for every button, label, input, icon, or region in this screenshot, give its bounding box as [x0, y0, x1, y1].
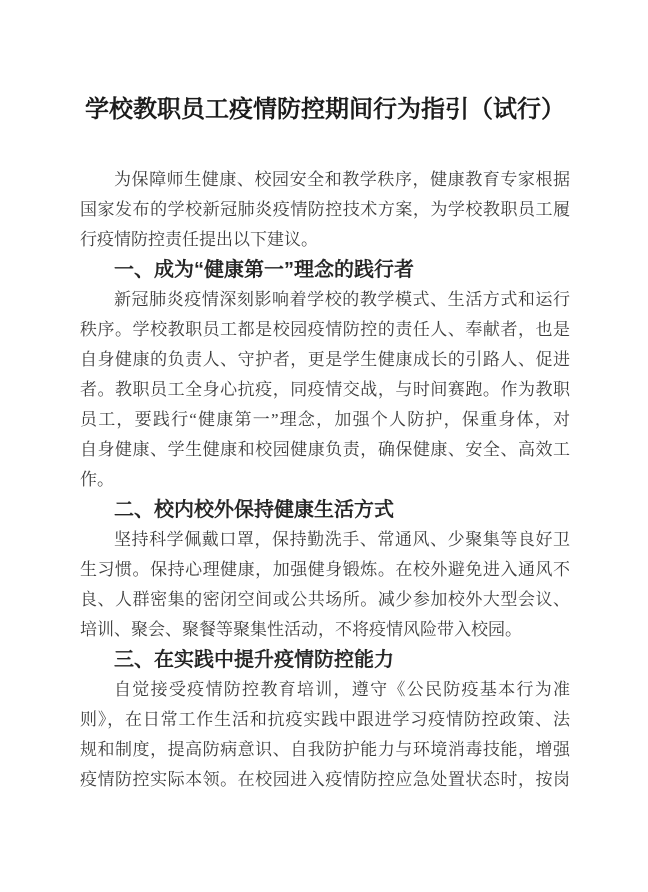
section-2-heading: 二、校内校外保持健康生活方式 — [114, 499, 394, 521]
section-3-heading: 三、在实践中提升疫情防控能力 — [114, 649, 394, 671]
text-line: 者。教职员工全身心抗疫，同疫情交战，与时间赛跑。作为教职 — [80, 380, 570, 399]
text-line: 员工，要践行“健康第一”理念，加强个人防护，保重身体，对 — [80, 410, 570, 429]
text-line: 则》，在日常工作生活和抗疫实践中跟进学习疫情防控政策、法 — [80, 710, 570, 729]
text-line: 自觉接受疫情防控教育培训，遵守《公民防疫基本行为准 — [114, 680, 570, 699]
text-line: 作。 — [80, 470, 114, 489]
text-line: 为保障师生健康、校园安全和教学秩序，健康教育专家根据 — [114, 170, 570, 189]
text-line: 新冠肺炎疫情深刻影响着学校的教学模式、生活方式和运行 — [114, 290, 570, 309]
text-line: 国家发布的学校新冠肺炎疫情防控技术方案，为学校教职员工履 — [80, 200, 570, 219]
document-body — [80, 165, 570, 795]
text-line: 行疫情防控责任提出以下建议。 — [80, 230, 318, 249]
section-2-paragraph — [80, 525, 570, 645]
text-line: 生习惯。保持心理健康，加强健身锻炼。在校外避免进入通风不 — [80, 560, 570, 579]
document-page — [0, 92, 648, 892]
text-line: 坚持科学佩戴口罩，保持勤洗手、常通风、少聚集等良好卫 — [114, 530, 570, 549]
text-line: 疫情防控实际本领。在校园进入疫情防控应急处置状态时，按岗 — [80, 770, 570, 789]
text-line: 规和制度，提高防病意识、自我防护能力与环境消毒技能，增强 — [80, 740, 570, 759]
document-title: 学校教职员工疫情防控期间行为指引（试行） — [85, 97, 565, 123]
section-1-heading: 一、成为“健康第一”理念的践行者 — [114, 259, 414, 281]
text-line: 良、人群密集的密闭空间或公共场所。减少参加校外大型会议、 — [80, 590, 570, 609]
text-line: 培训、聚会、聚餐等聚集性活动，不将疫情风险带入校园。 — [80, 620, 522, 639]
text-line: 自身健康的负责人、守护者，更是学生健康成长的引路人、促进 — [80, 350, 570, 369]
section-3-paragraph — [80, 675, 570, 795]
text-line: 秩序。学校教职员工都是校园疫情防控的责任人、奉献者，也是 — [80, 320, 570, 339]
section-1-paragraph — [80, 285, 570, 495]
intro-paragraph — [80, 165, 570, 255]
text-line: 自身健康、学生健康和校园健康负责，确保健康、安全、高效工 — [80, 440, 570, 459]
